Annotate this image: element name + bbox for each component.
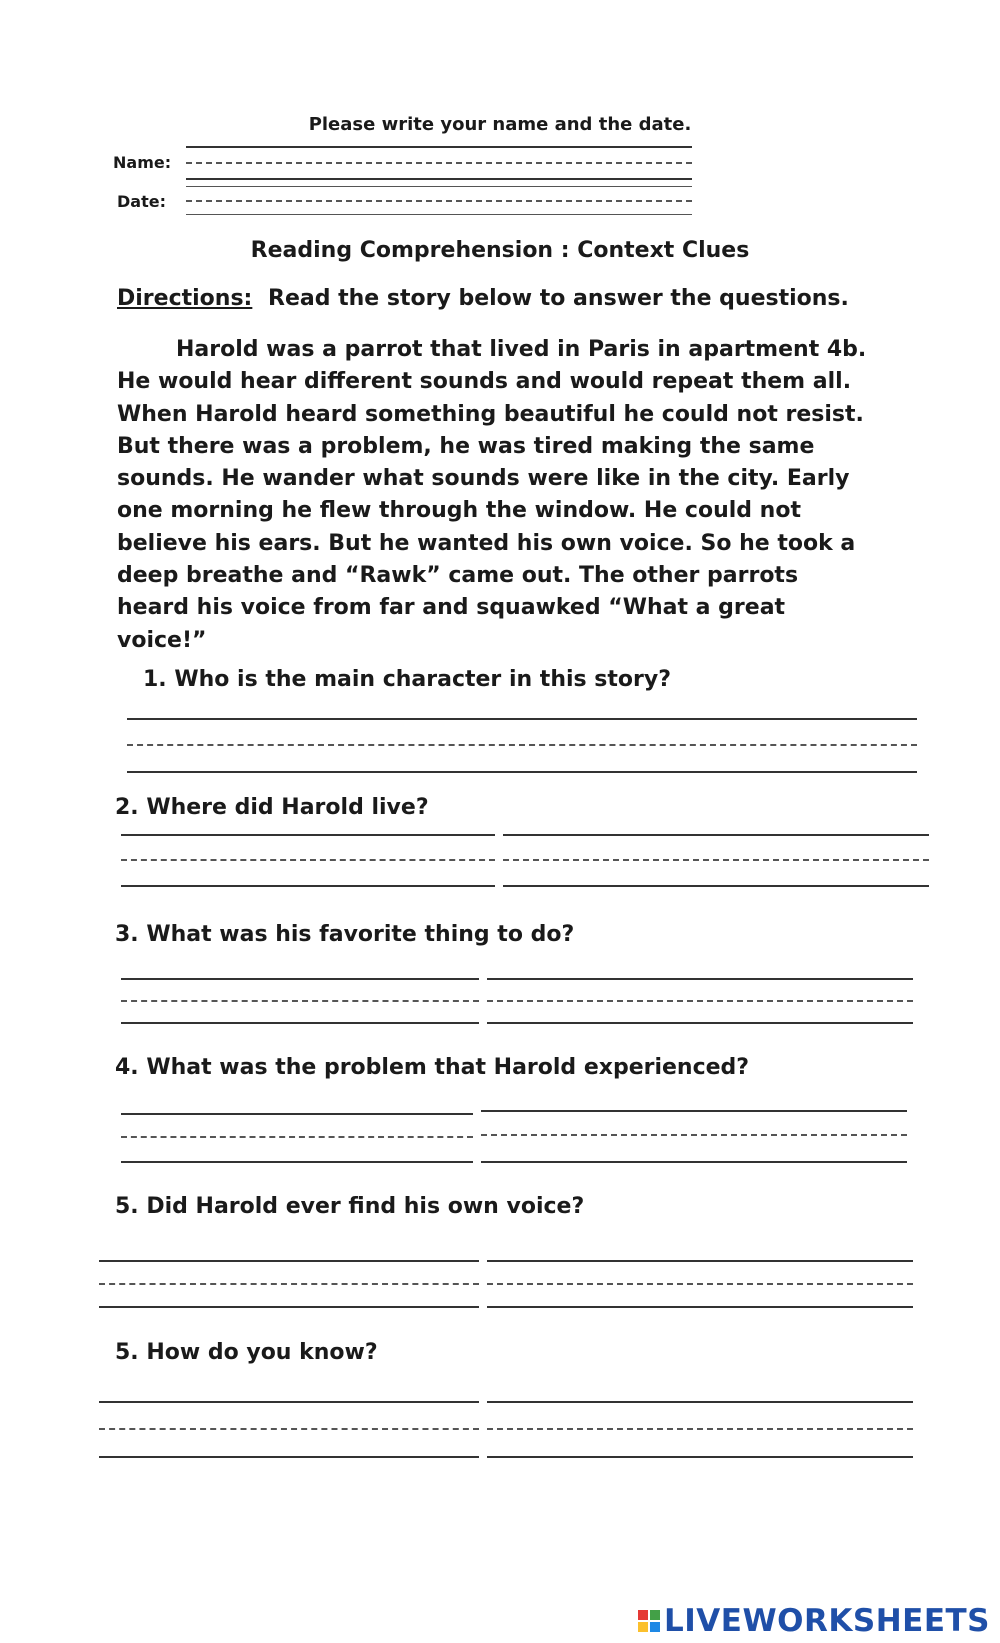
answer-2b-bottom-line[interactable] [503, 885, 929, 887]
name-midline[interactable] [186, 162, 692, 164]
date-top-line [186, 186, 692, 187]
answer-5b-top-line[interactable] [487, 1260, 913, 1262]
liveworksheets-logo-icon [638, 1610, 660, 1632]
answer-6b-top-line[interactable] [487, 1401, 913, 1403]
date-label: Date: [117, 192, 166, 211]
answer-3b-top-line[interactable] [487, 978, 913, 980]
answer-4b-midline[interactable] [481, 1134, 907, 1136]
answer-6a-midline[interactable] [99, 1428, 479, 1430]
answer-2a-midline[interactable] [121, 859, 495, 861]
answer-6a-top-line[interactable] [99, 1401, 479, 1403]
answer-5a-bottom-line[interactable] [99, 1306, 479, 1308]
question-2: 2. Where did Harold live? [115, 795, 429, 820]
answer-2b-top-line[interactable] [503, 834, 929, 836]
directions-label: Directions: [117, 286, 253, 311]
answer-6b-bottom-line[interactable] [487, 1456, 913, 1458]
answer-3b-midline[interactable] [487, 1000, 913, 1002]
question-4: 4. What was the problem that Harold experienced? [115, 1055, 750, 1080]
directions [117, 286, 849, 311]
answer-6a-bottom-line[interactable] [99, 1456, 479, 1458]
question-1: 1. Who is the main character in this story? [143, 667, 671, 692]
answer-3b-bottom-line[interactable] [487, 1022, 913, 1024]
answer-5b-bottom-line[interactable] [487, 1306, 913, 1308]
name-label: Name: [113, 153, 172, 172]
question-6: 5. How do you know? [115, 1340, 378, 1365]
liveworksheets-logo [638, 1603, 990, 1639]
answer-2b-midline[interactable] [503, 859, 929, 861]
answer-1-bottom-line[interactable] [127, 771, 917, 773]
name-date-instruction: Please write your name and the date. [308, 114, 692, 135]
story-text: Harold was a parrot that lived in Paris in apartment 4b. He would hear different sounds and would repeat them all. When Harold heard something beautiful he could not resist. But there was a problem, he was tired making the same sounds. He wander what sounds were like in the city. Early one morning he flew through the window. He could not believe his ears. But he wanted his own voice. So he took a deep breathe and “Rawk” came out. The other parrots heard his voice from far and squawked “What a great voice!” [117, 337, 867, 653]
answer-5a-top-line[interactable] [99, 1260, 479, 1262]
answer-2a-bottom-line[interactable] [121, 885, 495, 887]
question-5: 5. Did Harold ever find his own voice? [115, 1194, 585, 1219]
name-top-line [186, 146, 692, 148]
answer-2a-top-line[interactable] [121, 834, 495, 836]
directions-text: Read the story below to answer the questions. [268, 286, 849, 311]
answer-5a-midline[interactable] [99, 1283, 479, 1285]
answer-5b-midline[interactable] [487, 1283, 913, 1285]
answer-3a-top-line[interactable] [121, 978, 479, 980]
answer-1-top-line[interactable] [127, 718, 917, 720]
date-bottom-line [186, 214, 692, 215]
answer-3a-bottom-line[interactable] [121, 1022, 479, 1024]
answer-4a-midline[interactable] [121, 1136, 473, 1138]
name-bottom-line [186, 178, 692, 180]
answer-6b-midline[interactable] [487, 1428, 913, 1430]
date-midline[interactable] [186, 200, 692, 202]
answer-3a-midline[interactable] [121, 1000, 479, 1002]
question-3: 3. What was his favorite thing to do? [115, 922, 575, 947]
answer-4a-top-line[interactable] [121, 1113, 473, 1115]
answer-4a-bottom-line[interactable] [121, 1161, 473, 1163]
answer-4b-top-line[interactable] [481, 1110, 907, 1112]
worksheet-title: Reading Comprehension : Context Clues [250, 238, 750, 263]
answer-1-midline[interactable] [127, 744, 917, 746]
answer-4b-bottom-line[interactable] [481, 1161, 907, 1163]
story-paragraph [117, 334, 867, 657]
brand-text: LIVEWORKSHEETS [664, 1603, 990, 1639]
